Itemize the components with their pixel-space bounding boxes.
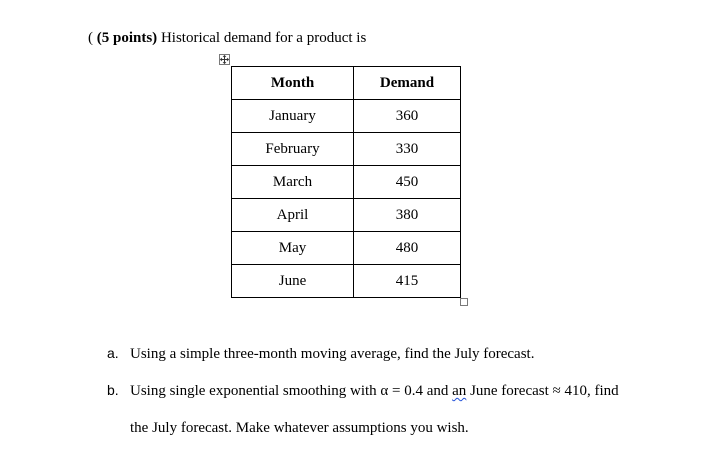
cell-month: February	[232, 133, 354, 166]
question-b-text-1: Using single exponential smoothing with α = 0.4 and	[130, 383, 453, 399]
question-a-text: Using a simple three-month moving average, find the July forecast.	[130, 346, 535, 362]
grammar-flagged-word[interactable]: an	[452, 383, 467, 399]
cell-demand: 480	[354, 232, 461, 265]
cell-demand: 330	[354, 133, 461, 166]
demand-table	[231, 66, 461, 298]
table-row	[232, 166, 461, 199]
cell-month: May	[232, 232, 354, 265]
cell-demand: 380	[354, 199, 461, 232]
cell-month: March	[232, 166, 354, 199]
open-paren: (	[88, 30, 93, 46]
table-row	[232, 199, 461, 232]
cell-demand: 360	[354, 100, 461, 133]
header-demand: Demand	[354, 67, 461, 100]
question-a-marker: a.	[107, 345, 119, 361]
cell-month: April	[232, 199, 354, 232]
question-b-line2: the July forecast. Make whatever assumptions you wish.	[130, 420, 469, 436]
cell-demand: 415	[354, 265, 461, 298]
header-month: Month	[232, 67, 354, 100]
table-row	[232, 100, 461, 133]
table-resize-handle-icon[interactable]	[460, 298, 468, 306]
problem-intro	[88, 29, 366, 47]
cell-month: June	[232, 265, 354, 298]
question-b-line1	[130, 382, 619, 400]
table-move-handle-icon[interactable]	[219, 54, 230, 65]
table-row	[232, 232, 461, 265]
table-row	[232, 265, 461, 298]
question-b-marker: b.	[107, 382, 119, 398]
table-row	[232, 133, 461, 166]
cell-demand: 450	[354, 166, 461, 199]
question-b-text-2: June forecast ≈ 410, find	[466, 383, 619, 399]
cell-month: January	[232, 100, 354, 133]
table-header-row	[232, 67, 461, 100]
intro-text: Historical demand for a product is	[157, 30, 367, 46]
points-label: (5 points)	[96, 30, 158, 46]
